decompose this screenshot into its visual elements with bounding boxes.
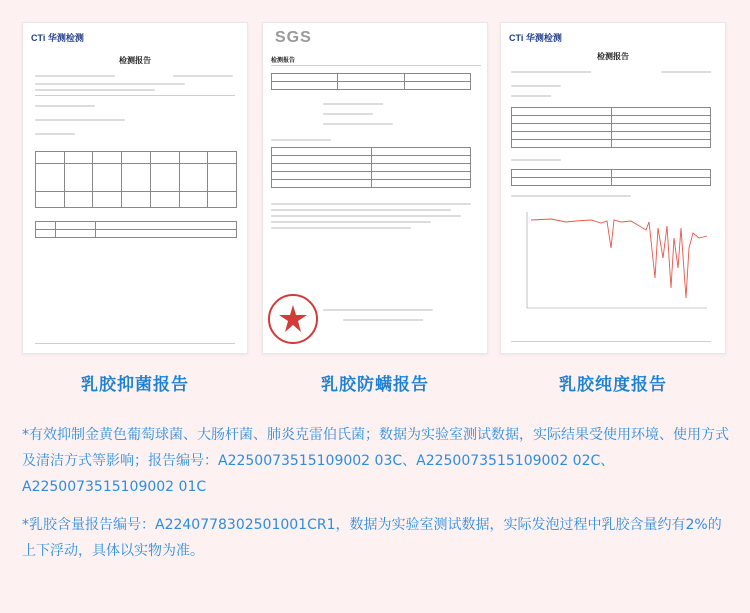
anti-mite-report-image xyxy=(262,22,488,354)
cti-logo: CTi 华测检测 xyxy=(509,33,562,43)
antibacterial-report-image xyxy=(22,22,248,354)
antibacterial-report-caption: 乳胶抑菌报告 xyxy=(81,375,189,395)
latex-content-disclaimer: *乳胶含量报告编号：A2240778302501001CR1，数据为实验室测试数据，实际发泡过程中乳胶含量约有2%的上下浮动，具体以实物为准。 xyxy=(22,517,722,559)
red-stamp-icon xyxy=(265,291,321,347)
report-heading: 检测报告 xyxy=(597,52,629,61)
anti-mite-report-caption: 乳胶防螨报告 xyxy=(321,375,429,395)
report-heading: 检测报告 xyxy=(271,57,296,64)
cti-logo: CTi 华测检测 xyxy=(31,33,84,43)
purity-report-image xyxy=(500,22,726,354)
antibacterial-disclaimer: *有效抑制金黄色葡萄球菌、大肠杆菌、肺炎克雷伯氏菌；数据为实验室测试数据，实际结果受使用环境、使用方式及清洁方式等影响；报告编号：A2250073515109002 03C、A2250073515109002 02C、A2250073515109002 01C xyxy=(22,427,729,495)
sgs-logo: SGS xyxy=(275,29,312,46)
purity-report-caption: 乳胶纯度报告 xyxy=(559,375,667,395)
ir-spectrum-chart xyxy=(521,208,711,318)
report-heading: 检测报告 xyxy=(119,56,151,65)
